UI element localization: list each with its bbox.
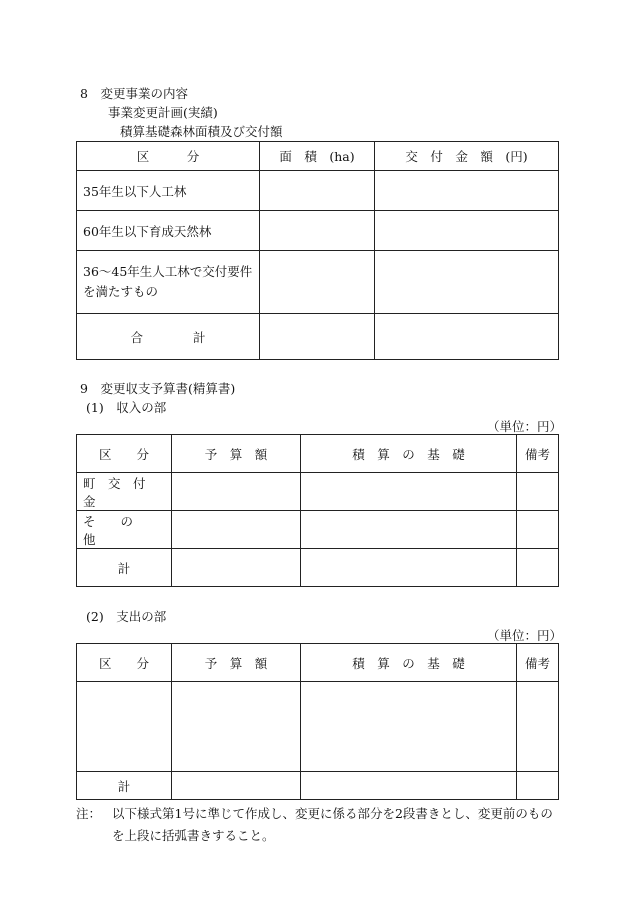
- row-label: 35年生以下人工林: [77, 171, 260, 211]
- category-cell[interactable]: [77, 682, 172, 772]
- row-label: そ の 他: [77, 511, 172, 549]
- budget-cell[interactable]: [172, 473, 301, 511]
- total-row: [77, 549, 559, 587]
- amount-cell[interactable]: [375, 314, 559, 360]
- total-row: [77, 772, 559, 800]
- total-label: 計: [77, 772, 172, 800]
- basis-cell[interactable]: [301, 682, 517, 772]
- budget-cell[interactable]: [172, 772, 301, 800]
- amount-cell[interactable]: [375, 171, 559, 211]
- note-label: 注：: [76, 806, 102, 821]
- remarks-cell[interactable]: [517, 549, 559, 587]
- table-row: [77, 211, 559, 251]
- total-label: 計: [77, 549, 172, 587]
- section9-heading: 9 変更収支予算書(精算書): [80, 381, 236, 396]
- basis-cell[interactable]: [301, 473, 517, 511]
- total-row: [77, 314, 559, 360]
- expense-unit: （単位：円）: [487, 628, 563, 643]
- amount-cell[interactable]: [375, 251, 559, 314]
- header-area: 面 積 (ha): [260, 142, 375, 171]
- section8-subtitle-area: 積算基礎森林面積及び交付額: [120, 124, 283, 139]
- income-unit: （単位：円）: [487, 419, 563, 434]
- remarks-cell[interactable]: [517, 511, 559, 549]
- table-row: [77, 251, 559, 314]
- table-row: [77, 171, 559, 211]
- note-text: 以下様式第1号に準じて作成し、変更に係る部分を2段書きとし、変更前のものを上段に括弧書きすること。: [112, 806, 553, 843]
- expense-title: (2) 支出の部: [86, 609, 167, 624]
- header-category: 区 分: [77, 142, 260, 171]
- remarks-cell[interactable]: [517, 772, 559, 800]
- basis-cell[interactable]: [301, 511, 517, 549]
- section8-heading: 8 変更事業の内容: [80, 86, 188, 101]
- header-grant-amount: 交 付 金 額 (円): [375, 142, 559, 171]
- basis-cell[interactable]: [301, 549, 517, 587]
- income-table: [76, 434, 559, 587]
- section8-subtitle-plan: 事業変更計画(実績): [108, 105, 218, 120]
- forest-area-table: [76, 141, 559, 360]
- area-cell[interactable]: [260, 171, 375, 211]
- header-basis: 積 算 の 基 礎: [301, 644, 517, 682]
- row-label: 60年生以下育成天然林: [77, 211, 260, 251]
- area-cell[interactable]: [260, 251, 375, 314]
- area-cell[interactable]: [260, 211, 375, 251]
- footnote: [76, 803, 560, 847]
- row-label: 町 交 付 金: [77, 473, 172, 511]
- row-label: 36～45年生人工林で交付要件を満たすもの: [77, 251, 260, 314]
- header-remarks: 備考: [517, 644, 559, 682]
- header-budget: 予 算 額: [172, 644, 301, 682]
- expense-table: [76, 643, 559, 800]
- budget-cell[interactable]: [172, 511, 301, 549]
- basis-cell[interactable]: [301, 772, 517, 800]
- table-row: [77, 511, 559, 549]
- amount-cell[interactable]: [375, 211, 559, 251]
- area-cell[interactable]: [260, 314, 375, 360]
- total-label: 合 計: [77, 314, 260, 360]
- budget-cell[interactable]: [172, 682, 301, 772]
- header-category: 区 分: [77, 435, 172, 473]
- budget-cell[interactable]: [172, 549, 301, 587]
- table-row: [77, 473, 559, 511]
- header-budget: 予 算 額: [172, 435, 301, 473]
- income-title: (1) 収入の部: [86, 400, 167, 415]
- table-row: [77, 682, 559, 772]
- header-category: 区 分: [77, 644, 172, 682]
- header-remarks: 備考: [517, 435, 559, 473]
- header-basis: 積 算 の 基 礎: [301, 435, 517, 473]
- remarks-cell[interactable]: [517, 473, 559, 511]
- remarks-cell[interactable]: [517, 682, 559, 772]
